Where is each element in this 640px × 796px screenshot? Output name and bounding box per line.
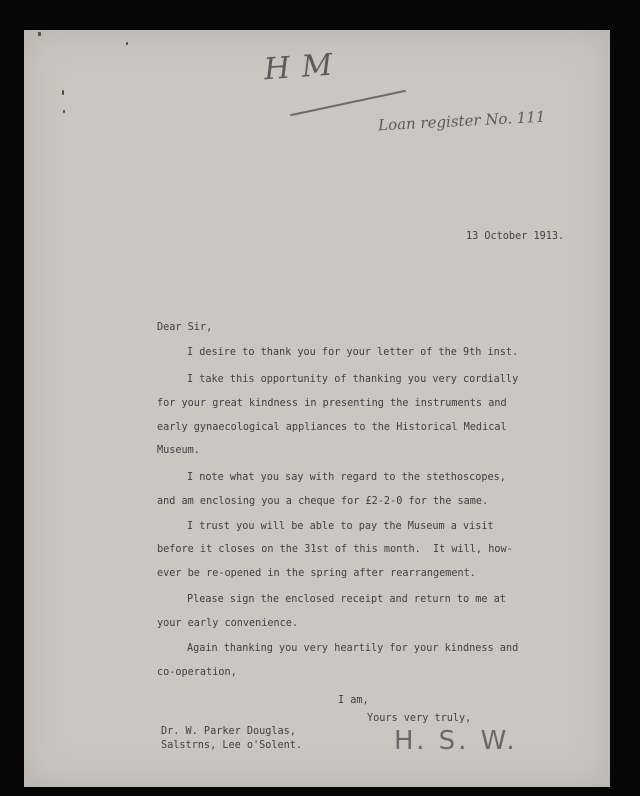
letter-date: 13 October 1913.: [466, 231, 565, 242]
body-line: before it closes on the 31st of this month. It will, how-: [157, 544, 513, 555]
body-line: your early convenience.: [157, 618, 299, 629]
recipient-address: Salstrns, Lee o'Solent.: [161, 740, 303, 751]
paper-speck: [38, 32, 41, 36]
handwritten-signature: H. S. W.: [394, 726, 518, 756]
salutation: Dear Sir,: [157, 322, 213, 333]
pencil-underline: [290, 90, 406, 116]
closing-yours-truly: Yours very truly,: [367, 713, 472, 724]
loan-register-note: Loan register No. 111: [377, 107, 546, 135]
recipient-name: Dr. W. Parker Douglas,: [161, 726, 296, 737]
body-line: I trust you will be able to pay the Museum a visit: [187, 521, 494, 532]
body-line: and am enclosing you a cheque for £2-2-0 for the same.: [157, 496, 489, 507]
paper-speck: [63, 110, 65, 113]
body-line: I note what you say with regard to the stethoscopes,: [187, 472, 506, 483]
handwritten-initials: H M: [262, 47, 335, 88]
closing-i-am: I am,: [338, 695, 369, 706]
body-line: I take this opportunity of thanking you very cordially: [187, 374, 519, 385]
body-line: early gynaecological appliances to the Historical Medical: [157, 422, 507, 433]
paper-speck: [126, 42, 128, 45]
body-line: co-operation,: [157, 667, 237, 678]
paper-speck: [62, 90, 64, 95]
letter-sheet: [24, 30, 610, 787]
body-line: Please sign the enclosed receipt and return to me at: [187, 594, 506, 605]
body-line: Again thanking you very heartily for your kindness and: [187, 643, 519, 654]
body-line: for your great kindness in presenting the instruments and: [157, 398, 507, 409]
body-line: ever be re-opened in the spring after rearrangement.: [157, 568, 476, 579]
body-line: Museum.: [157, 445, 200, 456]
body-line: I desire to thank you for your letter of the 9th inst.: [187, 347, 519, 358]
